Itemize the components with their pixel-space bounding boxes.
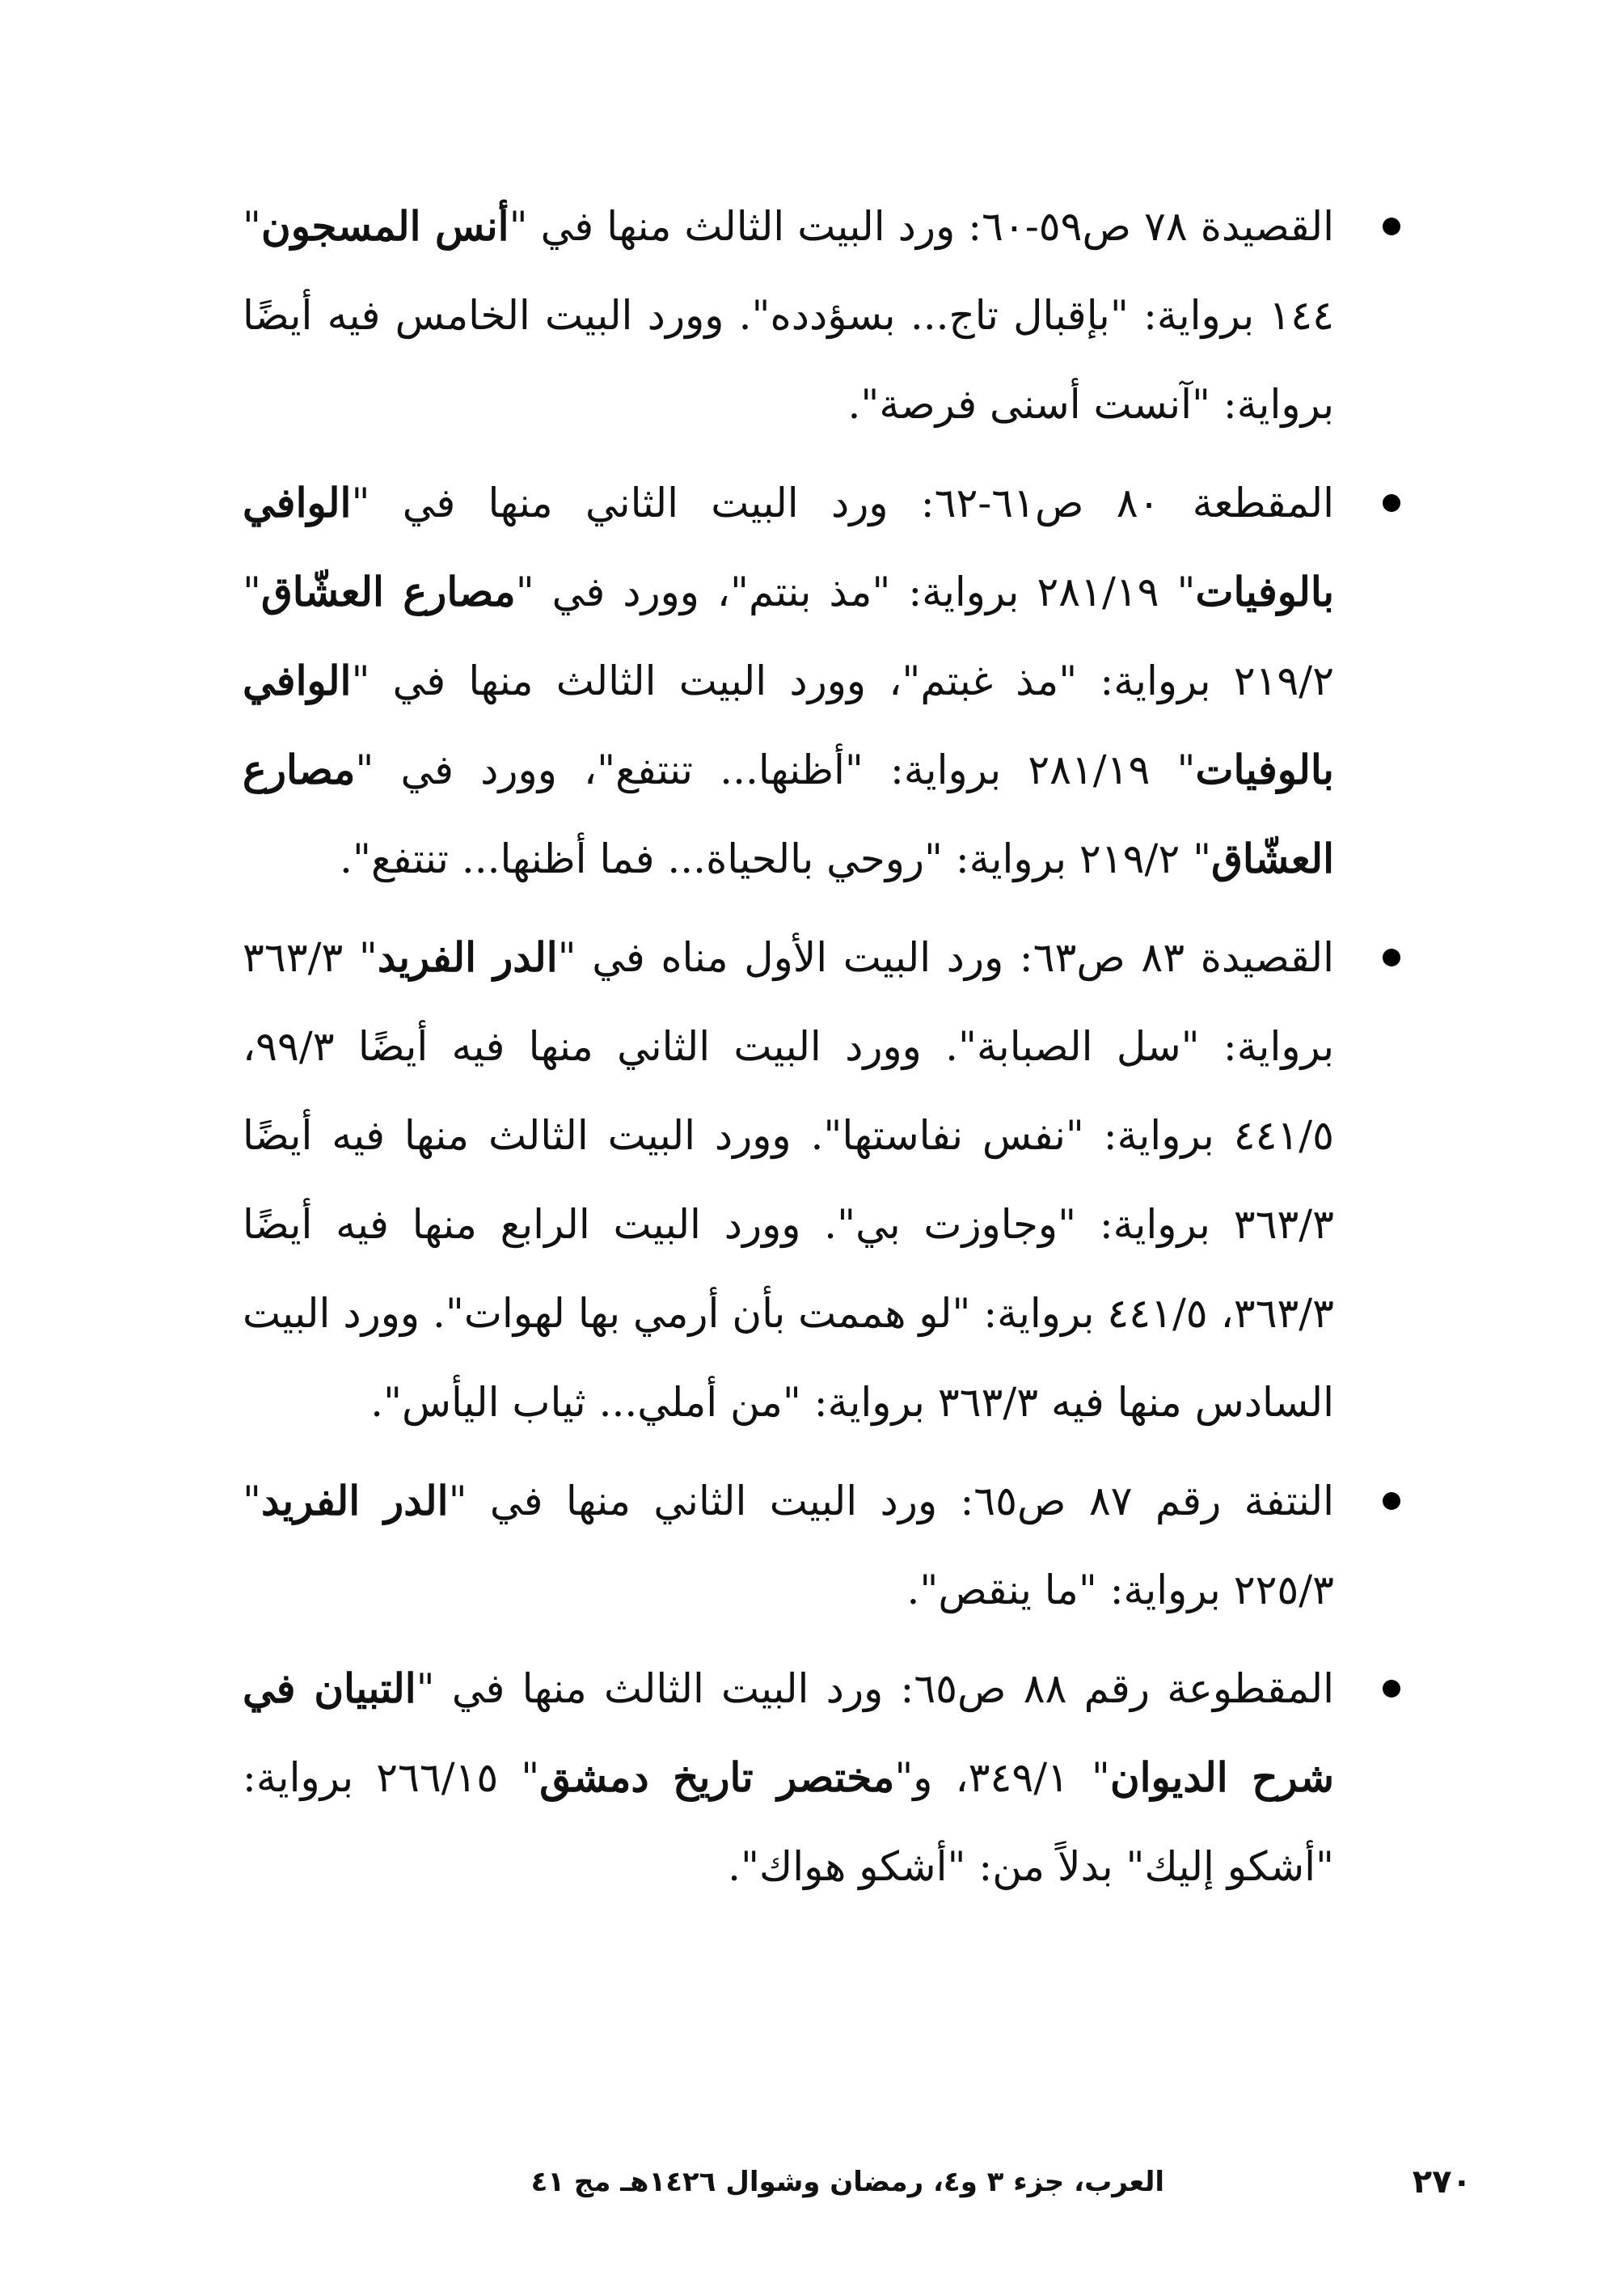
entry-text-part: القصيدة ٨٣ ص٦٣: ورد البيت الأول مناه في " — [557, 934, 1335, 981]
source-title: الدر الفريد — [377, 933, 558, 981]
source-title: الوافي بالوفيات — [243, 657, 1334, 793]
source-title: مصارع العشّاق — [243, 746, 1334, 882]
entries-list — [243, 182, 1334, 1921]
entry-text-part: " ٢٢٥/٣ برواية: "ما ينقص". — [243, 1478, 1334, 1613]
bullet-icon — [1383, 1680, 1400, 1698]
source-title: مصارع العشّاق — [261, 568, 516, 615]
bullet-icon — [1383, 494, 1400, 512]
source-title: مختصر تاريخ دمشق — [539, 1753, 895, 1801]
entry-text — [243, 913, 1334, 1447]
entry-text — [243, 1644, 1334, 1911]
entry-text-part: " ٢٨١/١٩ برواية: "أظنها... تنتفع"، وورد في " — [355, 746, 1196, 793]
source-title: الدر الفريد — [261, 1477, 449, 1524]
entry-text-part: القصيدة ٧٨ ص٥٩-٦٠: ورد البيت الثالث منها في " — [509, 203, 1335, 250]
source-title: التبيان في شرح الديوان — [243, 1664, 1334, 1801]
bullet-icon — [1383, 1492, 1400, 1510]
entry-text — [243, 1457, 1334, 1634]
entry-text-part: " ٢١٩/٢ برواية: "مذ غبتم"، وورد البيت الثالث منها في " — [243, 569, 1334, 704]
entry-qasida-83 — [243, 913, 1334, 1447]
page-number: ٢٧٠ — [1412, 2163, 1472, 2201]
entry-text-part: " ٢٨١/١٩ برواية: "مذ بنتم"، وورد في " — [515, 569, 1196, 615]
page-footer — [210, 2158, 1472, 2206]
bullet-icon — [1383, 949, 1400, 966]
entry-text-part: " ٣٤٩/١، و" — [894, 1754, 1110, 1801]
bullet-icon — [1383, 218, 1400, 235]
entry-text-part: " ٢٦٦/١٥ برواية: "أشكو إليك" بدلاً من: "أشكو هواك". — [243, 1754, 1334, 1890]
entry-text-part: " ٣٦٣/٣ برواية: "سل الصبابة". وورد البيت الثاني منها فيه أيضًا ٩٩/٣، ٤٤١/٥ برواية: "نفس نفاستها". وورد البيت الثالث منها فيه أيضًا ٣٦٣/٣ برواية: "وجاوزت بي". وورد البيت الرابع منها فيه أيضًا ٣٦٣/٣، ٤٤١/٥ برواية: "لو هممت بأن أرمي بها لهوات". وورد البيت السادس منها فيه ٣٦٣/٣ برواية: "من أملي... ثياب اليأس". — [243, 934, 1334, 1426]
entry-text-part: النتفة رقم ٨٧ ص٦٥: ورد البيت الثاني منها في " — [448, 1478, 1334, 1524]
entry-maqtua-88 — [243, 1644, 1334, 1911]
entry-text-part: " ٢١٩/٢ برواية: "روحي بالحياة... فما أظنها... تنتفع". — [340, 835, 1212, 882]
entry-qasida-78 — [243, 182, 1334, 449]
entry-text — [243, 459, 1334, 903]
entry-text-part: المقطعة ٨٠ ص٦١-٦٢: ورد البيت الثاني منها في " — [351, 480, 1334, 526]
source-title: أنس المسجون — [261, 202, 509, 250]
source-title: الوافي بالوفيات — [243, 479, 1334, 615]
journal-info: العرب، جزء ٣ و٤، رمضان وشوال ١٤٢٦هـ مج ٤١ — [530, 2166, 1164, 2198]
entry-nutfa-87 — [243, 1457, 1334, 1634]
entry-text-part: " ١٤٤ برواية: "بإقبال تاج... بسؤدده". وورد البيت الخامس فيه أيضًا برواية: "آنست أسنى فرصة". — [243, 203, 1334, 428]
entry-text-part: المقطوعة رقم ٨٨ ص٦٥: ورد البيت الثالث منها في " — [416, 1665, 1335, 1712]
entry-maqtaa-80 — [243, 459, 1334, 903]
entry-text — [243, 182, 1334, 449]
